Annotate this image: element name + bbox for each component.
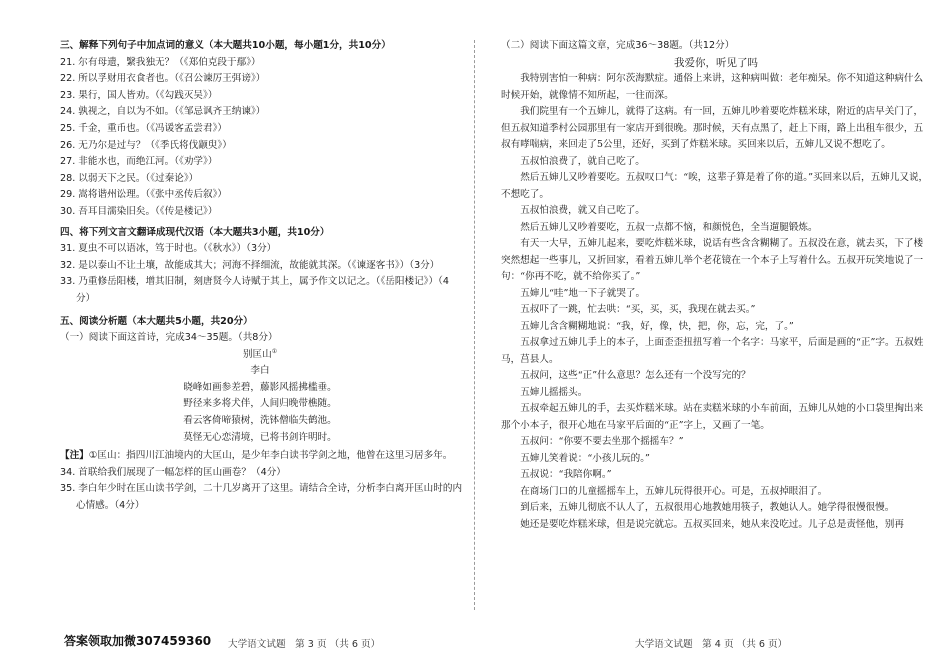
poem-line: 野径来多将犬伴，人间归晚带樵随。: [183, 398, 337, 410]
section3-item: 22. 所以孚财用衣食者也。（《召公谏厉王弭谤》）: [60, 73, 266, 85]
article-paragraph: 有天一大早，五婶儿起来，要吃炸糕米球，说话有些含含糊糊了。五叔没在意，就去买，下了楼突然想起一些事儿，又折回家，看着五婶儿举个老花镜在一个本子上写着什么。五叔开玩笑地说了一句：“你再不吃，就不给你买了。”: [501, 238, 924, 283]
poem-line: 莫怪无心恋清境，已将书剑许明时。: [183, 431, 337, 443]
article-paragraph: 然后五婶儿又吵着要吃，五叔一点都不恼，和颜悦色，全当遛腿锻炼。: [520, 221, 818, 233]
article-paragraph: 我们院里有一个五婶儿，就得了这病。有一回，五婶儿吵着要吃炸糕米球，附近的店早关门了，但五叔知道季村公园那里有一家店开到很晚。那时候，天有点黑了，赶上下雨，路上出租车很少，五叔有哮喘病，来回走了5公里，还好，买到了炸糕米球。买回来以后，五婶儿又说不想吃了。: [501, 106, 924, 151]
article-paragraph: 五叔吓了一跳，忙去哄：“买，买，买，我现在就去买。”: [520, 304, 756, 316]
article-paragraph: 五婶儿含含糊糊地说：“我，好，像，快，把，你，忘，完，了。”: [520, 320, 794, 332]
section4-item: 33. 乃重修岳阳楼，增其旧制，刻唐贤今人诗赋于其上，属予作文以记之。（《岳阳楼记》）（4: [60, 276, 449, 288]
question-35-cont: 心情感。（4分）: [76, 500, 145, 512]
article-paragraph: 五叔牵起五婶儿的手，去买炸糕米球。站在卖糕米球的小车前面，五婶儿从她的小口袋里掏出来那个小本子，很开心地在马家平后面的“正”字上，又画了一笔。: [501, 403, 924, 431]
section3-item: 21. 尔有母遗，繄我独无？（《郑伯克段于鄢》）: [60, 56, 261, 68]
section3-item: 24. 孰视之，自以为不如。（《邹忌讽齐王纳谏》）: [60, 106, 266, 118]
article-paragraph: 五婶儿摇摇头。: [520, 386, 588, 398]
article-paragraph: 我特别害怕一种病：阿尔茨海默症。通俗上来讲，这种病叫做：老年痴呆。你不知道这种病什么时候开始，就像情不知所起，一往而深。: [501, 73, 924, 101]
article-paragraph: 五叔拿过五婶儿手上的本子，上面歪歪扭扭写着一个名字：马家平，后面是画的“正”字。五叔姓马，莒县人。: [501, 337, 924, 365]
section3-item: 29. 嵩将谐州讼理。（《张中丞传后叙》）: [60, 189, 228, 201]
right-page: [475, 0, 950, 671]
poem-title-text: 别匡山: [242, 348, 272, 360]
section4-list: [60, 241, 460, 307]
poem-line: 看云客倚啼猿树，洗钵僧临失鹤池。: [183, 415, 337, 427]
poem-note: [60, 448, 460, 465]
section5-heading: 五、阅读分析题（本大题共5小题，共20分）: [60, 315, 253, 327]
poem-title: [60, 347, 460, 364]
article-paragraph: 到后来，五婶儿彻底不认人了，五叔很用心地教她用筷子，教她认人。她学得很慢很慢。: [520, 502, 895, 514]
part1-heading: （一）阅读下面这首诗，完成34～35题。（共8分）: [60, 332, 278, 344]
part2-heading: （二）阅读下面这篇文章，完成36～38题。（共12分）: [501, 40, 735, 51]
section3-item: 23. 果行，国人皆劝。（《勾践灭吴》）: [60, 89, 218, 101]
note-label: 【注】: [60, 450, 89, 462]
poem-author: 李白: [250, 365, 270, 377]
section3-list: [60, 55, 460, 221]
right-column: [501, 38, 931, 533]
article-paragraph: 五叔怕浪费，就又自己吃了。: [520, 205, 645, 217]
section3-item: 28. 以弱天下之民。（《过秦论》）: [60, 172, 199, 184]
article-body: [501, 71, 931, 533]
section3-item: 25. 千金，重币也。（《冯谖客孟尝君》）: [60, 122, 228, 134]
note-text: ①匡山：指四川江油境内的大匡山，是少年李白读书学剑之地，他曾在这里习居多年。: [88, 450, 453, 462]
question-35: 35. 李白年少时在匡山读书学剑，二十几岁离开了这里。请结合全诗，分析李白离开匡山时的内: [60, 483, 463, 495]
section3-item: 30. 吾耳目濡染旧矣。（《传是楼记》）: [60, 205, 218, 217]
left-column: [60, 38, 463, 515]
contact-watermark: 答案领取加微307459360: [64, 634, 212, 648]
article-paragraph: 她还是要吃炸糕米球，但是说完就忘。五叔买回来，她从来没吃过。儿子总是责怪他，别再: [520, 518, 904, 530]
article-paragraph: 在商场门口的儿童摇摇车上，五婶儿玩得很开心。可是，五叔掉眼泪了。: [520, 485, 828, 497]
section4-item: 分）: [76, 292, 96, 304]
article-paragraph: 然后五婶儿又吵着要吃。五叔叹口气：“唉，这辈子算是着了你的道。”买回来以后，五婶儿又说，不想吃了。: [501, 172, 929, 200]
left-page-footer: 大学语文试题 第 3 页 （共 6 页）: [228, 639, 381, 650]
article-title: 我爱你，听见了吗: [674, 56, 758, 69]
section4-heading: 四、将下列文言文翻译成现代汉语（本大题共3小题，共10分）: [60, 226, 330, 238]
section4-item: 31. 夏虫不可以语冰，笃于时也。（《秋水》）（3分）: [60, 243, 277, 255]
section3-item: 26. 无乃尔是过与？（《季氏将伐颛臾》）: [60, 139, 232, 151]
poem-line: 晓峰如画参差碧，藤影风摇拂槛垂。: [183, 381, 337, 393]
article-paragraph: 五叔说：“我陪你啊。”: [520, 469, 612, 481]
article-paragraph: 五婶儿笑着说：“小孩儿玩的。”: [520, 452, 650, 464]
article-paragraph: 五叔怕浪费了，就自己吃了。: [520, 155, 645, 167]
article-paragraph: 五叔问：“你要不要去坐那个摇摇车？”: [520, 436, 684, 448]
article-paragraph: 五叔问，这些“正”什么意思？怎么还有一个没写完的？: [520, 370, 751, 382]
right-page-footer: 大学语文试题 第 4 页 （共 6 页）: [635, 639, 788, 650]
section4-item: 32. 是以泰山不让土壤，故能成其大；河海不择细流，故能就其深。（《谏逐客书》）（3分）: [60, 259, 440, 271]
question-34: 34. 首联给我们展现了一幅怎样的匡山画卷？（4分）: [60, 466, 286, 478]
section3-heading: 三、解释下列句子中加点词的意义（本大题共10小题，每小题1分，共10分）: [60, 40, 391, 51]
section3-item: 27. 非能水也，而绝江河。（《劝学》）: [60, 156, 218, 168]
poem-title-note: ①: [271, 347, 278, 355]
poem-body: [60, 380, 460, 446]
article-paragraph: 五婶儿“哇”地一下子就哭了。: [520, 287, 646, 299]
